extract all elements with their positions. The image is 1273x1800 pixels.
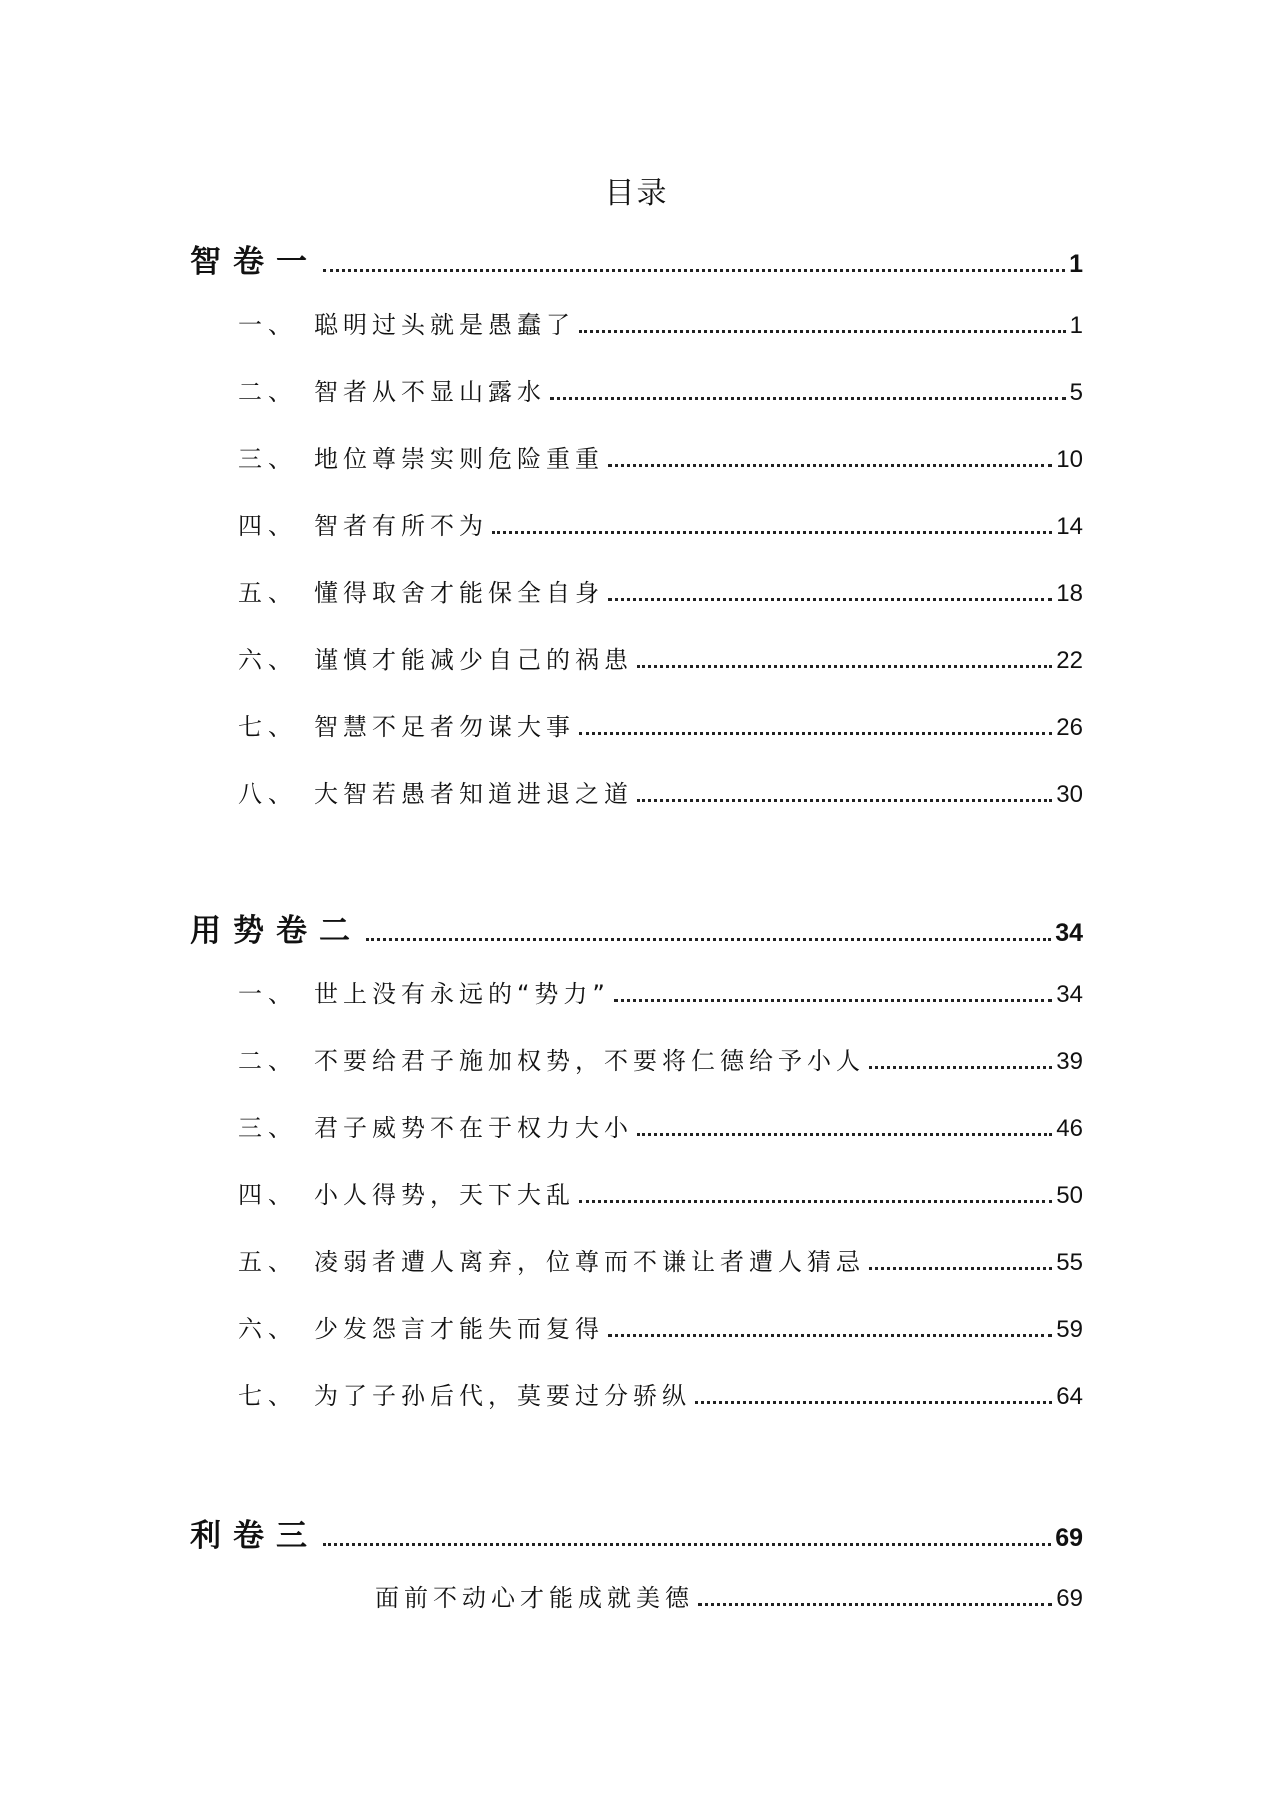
- entry-number: 七、: [238, 713, 298, 741]
- toc-entry[interactable]: [238, 1242, 1083, 1277]
- entry-page-number: 59: [1056, 1316, 1083, 1343]
- entry-title: 凌弱者遭人离弃，位尊而不谦让者遭人猜忌: [314, 1248, 865, 1276]
- entry-page-number: 64: [1056, 1383, 1083, 1410]
- entry-number: 三、: [238, 445, 298, 473]
- entry-page-number: 46: [1056, 1115, 1083, 1142]
- toc-entry[interactable]: [238, 506, 1083, 541]
- entry-title: 不要给君子施加权势，不要将仁德给予小人: [314, 1047, 865, 1075]
- entry-number: 三、: [238, 1114, 298, 1142]
- toc-section-vol3[interactable]: [190, 1510, 1083, 1555]
- toc-entry[interactable]: [238, 573, 1083, 608]
- entry-number: 一、: [238, 311, 298, 339]
- entry-title: 聪明过头就是愚蠢了: [314, 311, 575, 339]
- dot-leader: [579, 1200, 1052, 1203]
- entry-title: 君子威势不在于权力大小: [314, 1114, 633, 1142]
- entry-page-number: 39: [1056, 1048, 1083, 1075]
- toc-entry[interactable]: [238, 1309, 1083, 1344]
- entry-number: 七、: [238, 1382, 298, 1410]
- entry-title: 大智若愚者知道进退之道: [314, 780, 633, 808]
- entry-title: 谨慎才能减少自己的祸患: [314, 646, 633, 674]
- dot-leader: [323, 1543, 1051, 1546]
- entry-title: 懂得取舍才能保全自身: [314, 579, 604, 607]
- toc-section-vol2[interactable]: [190, 905, 1083, 950]
- entry-title: 地位尊崇实则危险重重: [314, 445, 604, 473]
- entry-title: 智者从不显山露水: [314, 378, 546, 406]
- entry-number: 四、: [238, 1181, 298, 1209]
- entry-number: 五、: [238, 579, 298, 607]
- dot-leader: [550, 397, 1066, 400]
- toc-entry[interactable]: [238, 774, 1083, 809]
- dot-leader: [323, 269, 1065, 272]
- entry-number: 二、: [238, 378, 298, 406]
- toc-entry[interactable]: [238, 1175, 1083, 1210]
- toc-entry[interactable]: [375, 1578, 1083, 1613]
- page-title: 目录: [604, 176, 669, 211]
- dot-leader: [579, 732, 1052, 735]
- entry-number: 八、: [238, 780, 298, 808]
- toc-entry[interactable]: [238, 974, 1083, 1009]
- dot-leader: [579, 330, 1066, 333]
- toc-section-vol1[interactable]: [190, 236, 1083, 281]
- toc-entry[interactable]: [238, 305, 1083, 340]
- entry-number: 六、: [238, 646, 298, 674]
- entry-number: 五、: [238, 1248, 298, 1276]
- dot-leader: [608, 464, 1052, 467]
- dot-leader: [614, 999, 1052, 1002]
- entry-title: 为了子孙后代，莫要过分骄纵: [314, 1382, 691, 1410]
- section-title: 用势卷二: [190, 913, 362, 949]
- entry-page-number: 18: [1056, 580, 1083, 607]
- entry-number: 四、: [238, 512, 298, 540]
- entry-title: 面前不动心才能成就美德: [375, 1584, 694, 1612]
- entry-title: 智者有所不为: [314, 512, 488, 540]
- toc-entry[interactable]: [238, 1376, 1083, 1411]
- entry-page-number: 10: [1056, 446, 1083, 473]
- toc-entry[interactable]: [238, 372, 1083, 407]
- entry-title: 智慧不足者勿谋大事: [314, 713, 575, 741]
- toc-entry[interactable]: [238, 1041, 1083, 1076]
- entry-page-number: 22: [1056, 647, 1083, 674]
- entry-page-number: 5: [1069, 379, 1083, 406]
- section-title: 利卷三: [190, 1518, 319, 1554]
- dot-leader: [608, 598, 1052, 601]
- entry-page-number: 14: [1056, 513, 1083, 540]
- dot-leader: [695, 1401, 1052, 1404]
- entry-page-number: 69: [1056, 1585, 1083, 1612]
- toc-entry[interactable]: [238, 640, 1083, 675]
- entry-page-number: 30: [1056, 781, 1083, 808]
- entry-title: 小人得势，天下大乱: [314, 1181, 575, 1209]
- entry-title: 世上没有永远的“势力”: [314, 980, 610, 1008]
- entry-page-number: 26: [1056, 714, 1083, 741]
- entry-number: 六、: [238, 1315, 298, 1343]
- toc-entry[interactable]: [238, 439, 1083, 474]
- entry-page-number: 55: [1056, 1249, 1083, 1276]
- dot-leader: [869, 1066, 1052, 1069]
- dot-leader: [698, 1603, 1052, 1606]
- toc-entry[interactable]: [238, 707, 1083, 742]
- toc-entry[interactable]: [238, 1108, 1083, 1143]
- section-page-number: 34: [1055, 919, 1083, 947]
- section-page-number: 1: [1069, 250, 1083, 278]
- section-page-number: 69: [1055, 1524, 1083, 1552]
- section-title: 智卷一: [190, 244, 319, 280]
- entry-number: 一、: [238, 980, 298, 1008]
- dot-leader: [637, 799, 1052, 802]
- entry-page-number: 50: [1056, 1182, 1083, 1209]
- dot-leader: [637, 665, 1052, 668]
- dot-leader: [492, 531, 1052, 534]
- dot-leader: [637, 1133, 1052, 1136]
- entry-page-number: 1: [1069, 312, 1083, 339]
- dot-leader: [366, 938, 1051, 941]
- entry-title: 少发怨言才能失而复得: [314, 1315, 604, 1343]
- dot-leader: [869, 1267, 1052, 1270]
- dot-leader: [608, 1334, 1052, 1337]
- entry-page-number: 34: [1056, 981, 1083, 1008]
- entry-number: 二、: [238, 1047, 298, 1075]
